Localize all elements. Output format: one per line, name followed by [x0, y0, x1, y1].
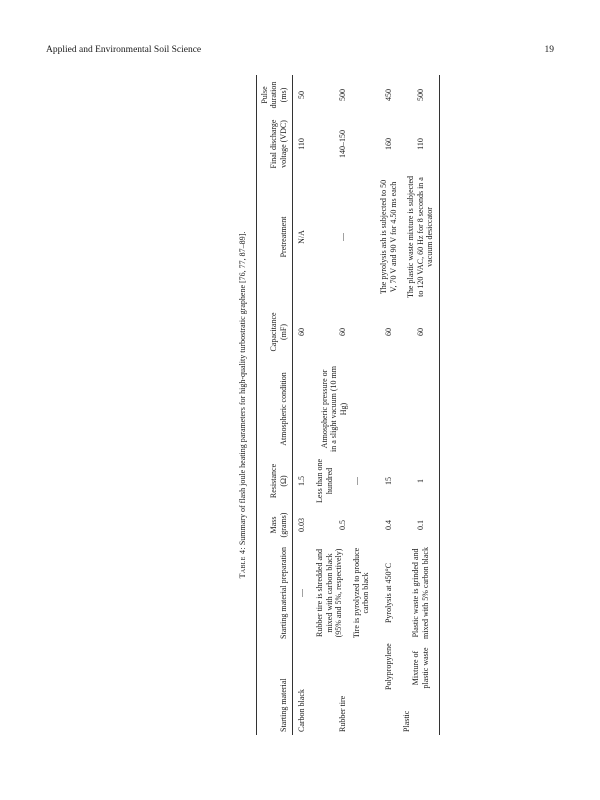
cell-capacitance: 60 [415, 327, 425, 336]
running-head: Applied and Environmental Soil Science [46, 45, 202, 55]
cell-preparation: Plastic waste is grinded and mixed with 5% carbon black [410, 547, 430, 639]
cell-capacitance: 60 [383, 327, 393, 336]
cell-resistance: — [351, 476, 361, 485]
cell-pulse: 450 [383, 88, 393, 101]
cell-resistance: 15 [383, 476, 393, 485]
cell-pulse: 50 [297, 90, 307, 99]
cell-preparation: Rubber tire is shredded and mixed with carbon black (95% and 5%, respectively) [314, 548, 344, 638]
table-row-mixture [402, 75, 439, 735]
cell-pretreatment: — [338, 232, 348, 241]
cell-voltage: 110 [415, 138, 425, 150]
cell-mass: 0.5 [338, 519, 348, 530]
col-header-resistance: Resistance (Ω) [269, 463, 288, 499]
flash-joule-heating-table [256, 75, 440, 735]
cell-voltage: 110 [297, 138, 307, 150]
cell-pulse: 500 [415, 88, 425, 101]
rotated-table-block [238, 75, 440, 735]
col-header-mass: Mass (grams) [269, 512, 288, 538]
table-caption-text: Summary of flash joule heating parameters for high-quality turbostratic graphene [76, 77, 87–89]. [238, 231, 247, 546]
page-number: 19 [544, 45, 554, 55]
cell-pulse: 500 [338, 88, 348, 101]
cell-material: Polypropylene [383, 643, 393, 690]
table-label: Table 4: [238, 547, 247, 579]
cell-mass: 0.4 [383, 519, 393, 530]
col-header-voltage: Final discharge voltage (VDC) [269, 119, 288, 169]
col-header-preparation: Starting material preparation [278, 547, 288, 639]
cell-capacitance: 60 [297, 327, 307, 336]
cell-voltage: 160 [383, 137, 393, 150]
cell-material: Rubber tire [338, 695, 348, 732]
cell-plastic-group: Plastic [402, 710, 412, 732]
col-header-starting-material: Starting material [278, 678, 288, 732]
cell-pretreatment: N/A [297, 230, 307, 244]
cell-resistance: 1 [415, 478, 425, 483]
cell-preparation: Pyrolysis at 450°C [383, 562, 393, 624]
col-header-pretreatment: Pretreatment [278, 216, 288, 258]
cell-pretreatment: The plastic waste mixture is subjected to 120 VAC, 60 Hz for 8 seconds in a vacuum desiccator [406, 176, 435, 298]
col-header-pulse: Pulse duration (ms) [259, 81, 288, 109]
cell-mass: 0.1 [415, 519, 425, 530]
table-row-carbon-black [293, 75, 311, 735]
cell-mass: 0.03 [297, 517, 307, 532]
cell-voltage: 140–150 [338, 129, 348, 158]
cell-preparation: Tire is pyrolyzed to produce carbon black [351, 547, 371, 639]
cell-resistance: 1.5 [297, 475, 307, 486]
table-header-row [256, 75, 293, 735]
cell-pretreatment: The pyrolysis ash is subjected to 50 V, 70 V and 90 V for 4.50 ms each [378, 179, 398, 295]
cell-resistance: Less than one hundred [314, 458, 334, 503]
table-row-polypropylene [375, 75, 402, 735]
cell-atmospheric-condition [375, 363, 402, 455]
cell-atmospheric-condition [402, 363, 439, 455]
cell-preparation: — [297, 588, 307, 597]
cell-material: Mixture of plastic waste [410, 647, 430, 689]
cell-atmospheric-condition: Atmospheric pressure or in a slight vacuum (10 mm Hg) [319, 365, 348, 452]
col-header-atmospheric: Atmospheric condition [278, 372, 288, 446]
cell-material: Carbon black [297, 689, 307, 732]
cell-capacitance: 60 [338, 327, 348, 336]
col-header-capacitance: Capacitance (mF) [269, 312, 288, 352]
table-caption [238, 75, 248, 735]
